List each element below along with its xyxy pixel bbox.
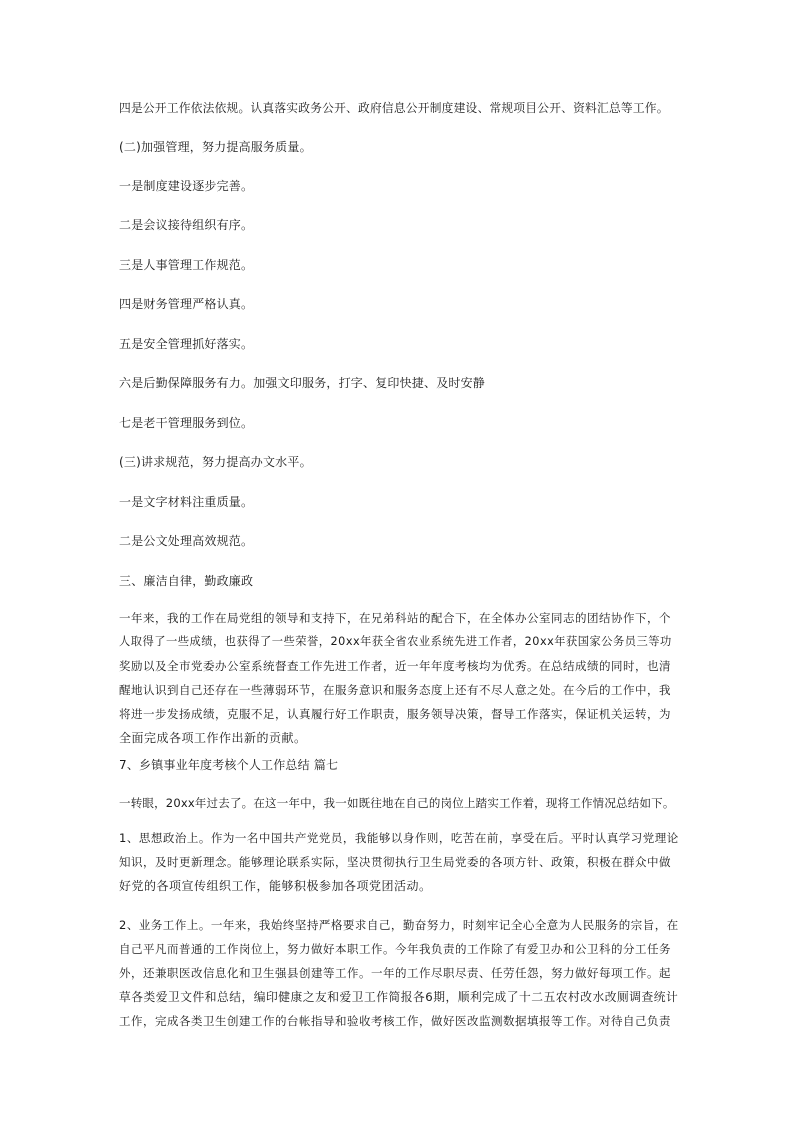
section-title: 7、乡镇事业年度考核个人工作总结 篇七 bbox=[119, 758, 339, 772]
paragraph-line: 一年来，我的工作在局党组的领导和支持下，在兄弟科站的配合下，在全体办公室同志的团结协作下，个 bbox=[119, 611, 671, 625]
paragraph bbox=[119, 826, 679, 898]
text-line: 二是会议接待组织有序。 bbox=[119, 218, 254, 232]
paragraph-line: 知识，及时更新理念。能够理论联系实际，坚决贯彻执行卫生局党委的各项方针、政策，积极在群众中做 bbox=[119, 855, 671, 869]
paragraph-line: 醒地认识到自己还存在一些薄弱环节，在服务意识和服务态度上还有不尽人意之处。在今后的工作中，我 bbox=[119, 683, 671, 697]
text-line: 七是老干管理服务到位。 bbox=[119, 416, 254, 430]
text-line: 二是公文处理高效规范。 bbox=[119, 534, 254, 548]
text-line: 四是财务管理严格认真。 bbox=[119, 297, 254, 311]
paragraph-line: 将进一步发扬成绩，克服不足，认真履行好工作职责，服务领导决策，督导工作落实，保证机关运转，为 bbox=[119, 707, 671, 721]
paragraph-line: 全面完成各项工作作出新的贡献。 bbox=[119, 731, 307, 745]
text-line: 五是安全管理抓好落实。 bbox=[119, 337, 254, 351]
text-line: 四是公开工作依法依规。认真落实政务公开、政府信息公开制度建设、常规项目公开、资料汇总等工作。 bbox=[119, 101, 669, 115]
paragraph bbox=[119, 913, 679, 1033]
text-line: 六是后勤保障服务有力。加强文印服务，打字、复印快捷、及时安静 bbox=[119, 376, 486, 390]
subheading: (二)加强管理，努力提高服务质量。 bbox=[119, 140, 312, 154]
paragraph-line: 自己平凡而普通的工作岗位上，努力做好本职工作。今年我负责的工作除了有爱卫办和公卫科的分工任务 bbox=[119, 942, 671, 956]
paragraph-line: 外，还兼职医改信息化和卫生强县创建等工作。一年的工作尽职尽责、任劳任怨，努力做好每项工作。起 bbox=[119, 966, 671, 980]
paragraph-line: 草各类爱卫文件和总结，编印健康之友和爱卫工作简报各6期，顺利完成了十二五农村改水改厕调查统计 bbox=[119, 990, 679, 1004]
section-heading: 三、廉洁自律，勤政廉政 bbox=[119, 574, 254, 588]
paragraph-line: 1、思想政治上。作为一名中国共产党党员，我能够以身作则，吃苦在前，享受在后。平时认真学习党理论 bbox=[119, 831, 679, 845]
paragraph-line: 好党的各项宣传组织工作，能够积极参加各项党团活动。 bbox=[119, 879, 432, 893]
paragraph bbox=[119, 606, 675, 750]
text-line: 一是制度建设逐步完善。 bbox=[119, 179, 254, 193]
paragraph-line: 奖励以及全市党委办公室系统督查工作先进工作者，近一年年度考核均为优秀。在总结成绩的同时，也清 bbox=[119, 659, 671, 673]
paragraph-line: 工作，完成各类卫生创建工作的台帐指导和验收考核工作，做好医改监测数据填报等工作。对待自己负责 bbox=[119, 1014, 671, 1028]
intro-line: 一转眼，20xx年过去了。在这一年中，我一如既往地在自己的岗位上踏实工作着，现将工作情况总结如下。 bbox=[119, 796, 675, 810]
subheading: (三)讲求规范，努力提高办文水平。 bbox=[119, 455, 312, 469]
paragraph-line: 2、业务工作上。一年来，我始终坚持严格要求自己，勤奋努力，时刻牢记全心全意为人民服务的宗旨，在 bbox=[119, 918, 679, 932]
paragraph-line: 人取得了一些成绩，也获得了一些荣誉，20xx年获全省农业系统先进工作者，20xx年获国家公务员三等功 bbox=[119, 635, 672, 648]
text-line: 一是文字材料注重质量。 bbox=[119, 495, 254, 509]
text-line: 三是人事管理工作规范。 bbox=[119, 258, 254, 272]
